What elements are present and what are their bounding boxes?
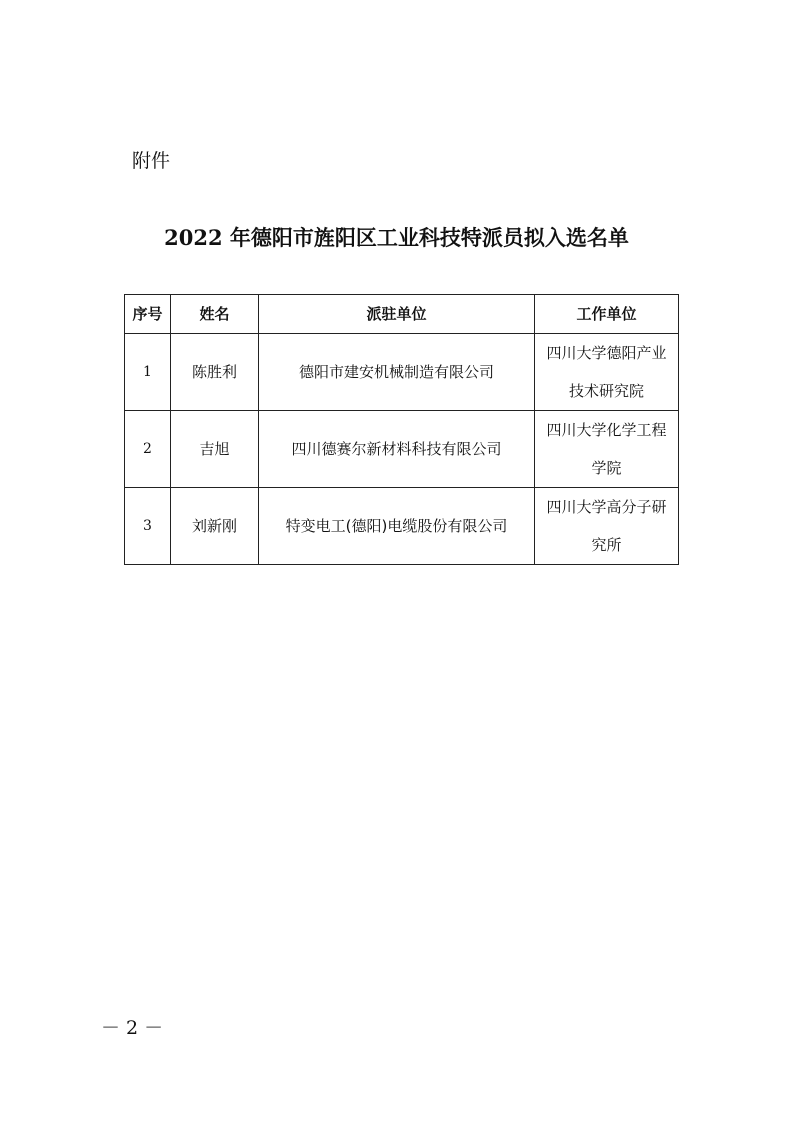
column-header-number: 序号 [125,295,171,334]
row-name: 吉旭 [171,411,259,488]
row-dispatch-unit: 四川德赛尔新材料科技有限公司 [259,411,535,488]
table-row [125,334,679,411]
column-header-dispatch-unit: 派驻单位 [259,295,535,334]
page-number: － 2 － [101,1017,164,1039]
row-work-unit: 四川大学化学工程学院 [535,411,679,488]
row-dispatch-unit: 特变电工(德阳)电缆股份有限公司 [259,488,535,565]
table-row [125,488,679,565]
row-number: 2 [125,411,171,488]
row-name: 刘新刚 [171,488,259,565]
document-title: 2022 年德阳市旌阳区工业科技特派员拟入选名单 [164,225,629,250]
column-header-name: 姓名 [171,295,259,334]
row-work-unit: 四川大学高分子研究所 [535,488,679,565]
row-work-unit: 四川大学德阳产业技术研究院 [535,334,679,411]
row-dispatch-unit: 德阳市建安机械制造有限公司 [259,334,535,411]
candidate-table [124,294,679,565]
table-header-row [125,295,679,334]
row-name: 陈胜利 [171,334,259,411]
row-number: 3 [125,488,171,565]
row-number: 1 [125,334,171,411]
table-row [125,411,679,488]
attachment-label: 附件 [132,150,171,172]
column-header-work-unit: 工作单位 [535,295,679,334]
